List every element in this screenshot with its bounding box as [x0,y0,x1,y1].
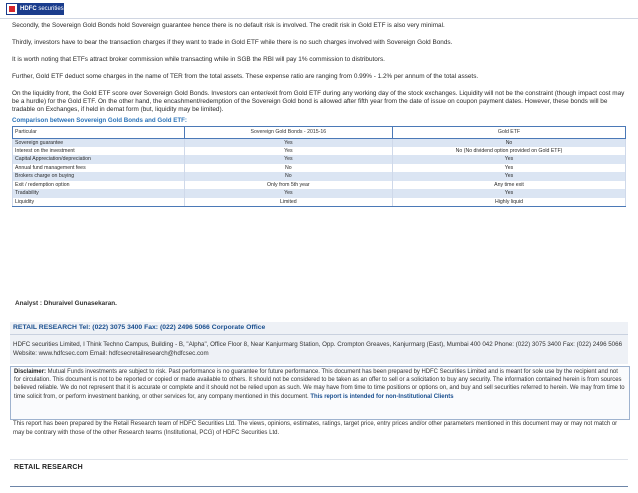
table-row [13,198,626,207]
header-divider [0,18,638,19]
retail-research-divider [10,334,628,335]
disclaimer-box [10,366,630,420]
row-sgb-value: No [184,164,392,172]
header-sgb: Sovereign Gold Bonds - 2015-16 [184,127,392,138]
report-body [12,22,626,207]
disclaimer-body: Mutual Funds investments are subject to risk. Past performance is no guarantee for future performance. This document has been prepared by HDFC Securities Limited and is meant for sole use by the recipient and not for circulation. This document is not to be reported or copied or made available to others. It should not be considered to be taken as an offer to sell or a solicitation to buy any security. The information contained herein is from sources believed reliable. We do not represent that it is accurate or complete and it should not be relied upon as such. We may have from time to time positions or options on, and buy and sell securities referred to herein. We may from time to time solicit from, or perform investment banking, or other services for, any company mentioned in this document. [14,369,625,400]
table-row [13,172,626,180]
row-etf-value: No (No dividend option provided on Gold ETF) [393,147,626,155]
paragraph-security: Secondly, the Sovereign Gold Bonds hold Sovereign guarantee hence there is no default risk is involved. The credit risk in Gold ETF is also very minimal. [12,22,445,29]
retail-research-heading: RETAIL RESEARCH Tel: (022) 3075 3400 Fax: (022) 2496 5066 Corporate Office [13,324,266,331]
table-row [13,155,626,163]
row-etf-value: Yes [393,189,626,197]
paragraph-ter: Further, Gold ETF deduct some charges in the name of TER from the total assets. These expense ratio are ranging from 0.99% - 1.2% per annum of the total assets. [12,72,479,80]
row-particular: Capital Appreciation/depreciation [13,155,185,163]
hdfc-securities-logo [6,3,64,15]
footer-label: RETAIL RESEARCH [14,464,83,471]
logo-text: HDFC [20,6,37,12]
disclaimer-text [11,367,629,402]
table-row [13,181,626,189]
table-row [13,164,626,172]
row-particular: Liquidity [13,198,185,207]
comparison-table-title: Comparison between Sovereign Gold Bonds and Gold ETF: [12,116,187,124]
row-sgb-value: No [184,172,392,180]
paragraph-commission: It is worth noting that ETFs attract broker commission while transacting while in SGB the RBI will pay 1% commission to distributors. [12,55,385,63]
row-etf-value: Yes [393,172,626,180]
disclaimer-label: Disclaimer: [14,369,47,375]
row-sgb-value: Yes [184,189,392,197]
row-etf-value: No [393,138,626,147]
logo-sub-text: securities [38,6,64,12]
row-particular: Interest on the investment [13,147,185,155]
row-etf-value: Highly liquid [393,198,626,207]
table-row [13,138,626,147]
header-particular: Particular [13,127,185,138]
paragraph-transaction-charges: Thirdly, investors have to bear the transaction charges if they want to trade in Gold ETF while there is no such charges involved with Sovereign Gold Bonds. [12,38,453,46]
table-row [13,147,626,155]
row-etf-value: Yes [393,155,626,163]
row-sgb-value: Yes [184,155,392,163]
table-row [13,189,626,197]
corporate-address: HDFC securities Limited, I Think Techno Campus, Building - B, "Alpha", Office Floor 8, Near Kanjurmarg Station, Opp. Crompton Greaves, Kanjurmarg (East), Mumbai 400 042 Phone: (022) 3075 3400 Fax: (022) 2496 5066 Website: www.hdfcsec.com Email: hdfcsecretailresearch@hdfcsec.com [13,341,623,357]
disclaimer-highlight: This report is intended for non-Institutional Clients [310,393,454,400]
footer-divider-top [10,459,628,460]
analyst-name: Analyst : Dhuraivel Gunasekaran. [15,300,117,307]
row-particular: Brokers charge on buying [13,172,185,180]
logo-mark-icon [7,4,17,14]
row-particular: Sovereign guarantee [13,138,185,147]
row-sgb-value: Yes [184,147,392,155]
header-gold-etf: Gold ETF [393,127,626,138]
paragraph-liquidity: On the liquidity front, the Gold ETF score over Sovereign Gold Bonds. Investors can enter/exit from Gold ETF during any working day of the stock exchanges. Liquidity will not be the constraint (though impact cost may be a hurdle) for the Gold ETF. On the other hand, the encashment/redemption of the Sovereign Gold bond is allowed after fifth year from the date of issue on coupon payment dates. However, these bonds will be tradable on Exchanges, if held in demat form (but, liquidity may be limited). [12,89,625,114]
row-sgb-value: Only from 5th year [184,181,392,189]
footer-divider [10,486,628,487]
row-particular: Annual fund management fees [13,164,185,172]
comparison-table [12,126,626,207]
row-etf-value: Any time exit [393,181,626,189]
row-particular: Exit / redemption option [13,181,185,189]
table-header-row [13,127,626,138]
retail-research-box [10,322,628,364]
row-etf-value: Yes [393,164,626,172]
research-team-note: This report has been prepared by the Retail Research team of HDFC Securities Ltd. The views, opinions, estimates, ratings, target price, entry prices and/or other parameters mentioned in this document may or may not match or may be contrary with those of the other Research teams (Institutional, PCG) of HDFC Securities Ltd. [13,421,618,436]
row-sgb-value: Yes [184,138,392,147]
row-sgb-value: Limited [184,198,392,207]
row-particular: Tradability [13,189,185,197]
